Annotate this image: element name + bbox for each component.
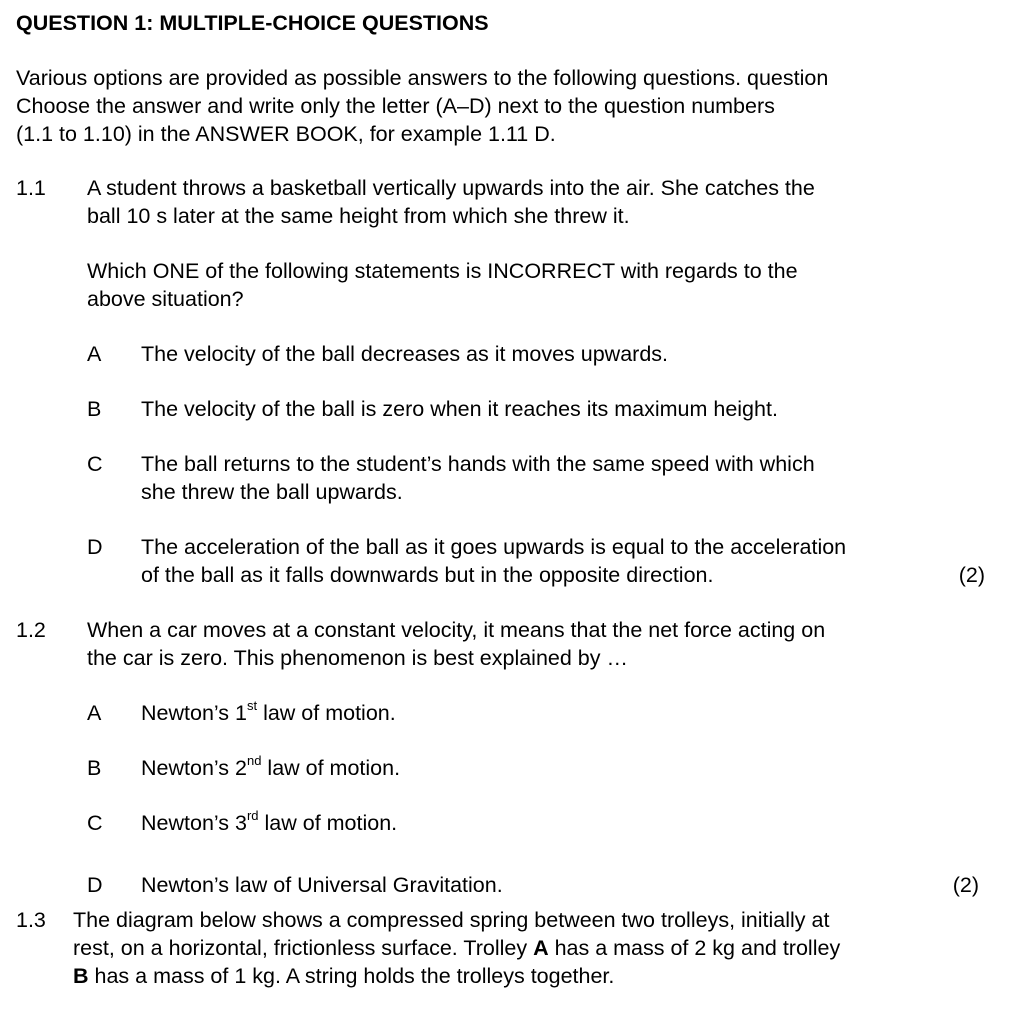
option-letter: A (87, 701, 102, 725)
option-text (141, 340, 941, 368)
instructions-line: (1.1 to 1.10) in the ANSWER BOOK, for example 1.11 D. (16, 122, 556, 146)
option-letter: D (87, 535, 103, 559)
option-line: The ball returns to the student’s hands with the same speed with which (141, 452, 815, 476)
stem-line (73, 934, 973, 962)
marks-allocation: (2) (952, 873, 979, 897)
stem-text: rest, on a horizontal, frictionless surface. Trolley (73, 936, 534, 960)
option-pre: Newton’s 2 (141, 756, 247, 780)
option-line: The velocity of the ball decreases as it moves upwards. (141, 342, 669, 366)
question-number: 1.3 (16, 908, 46, 932)
stem-line: the car is zero. This phenomenon is best explained by … (87, 646, 628, 670)
stem-line: A student throws a basketball vertically upwards into the air. She catches the (87, 176, 815, 200)
instructions-line: Various options are provided as possible answers to the following questions. question (16, 66, 829, 90)
option-letter: A (87, 342, 102, 366)
ordinal-suffix: rd (246, 807, 259, 823)
stem-line: When a car moves at a constant velocity, it means that the net force acting on (87, 618, 826, 642)
option-text (141, 533, 941, 589)
instructions (16, 64, 976, 148)
section-heading: QUESTION 1: MULTIPLE-CHOICE QUESTIONS (16, 11, 489, 35)
option-text (141, 450, 941, 506)
option-letter: B (87, 397, 102, 421)
question-number: 1.1 (16, 176, 46, 200)
prompt-line: above situation? (87, 287, 244, 311)
trolley-label-b: B (73, 964, 89, 988)
question-stem (87, 616, 947, 672)
option-text (141, 754, 941, 782)
option-text (141, 871, 941, 899)
ordinal-suffix: st (246, 697, 258, 713)
option-line: The acceleration of the ball as it goes upwards is equal to the acceleration (141, 535, 847, 559)
option-line: of the ball as it falls downwards but in the opposite direction. (141, 563, 714, 587)
option-text (141, 809, 941, 837)
instructions-line: Choose the answer and write only the letter (A–D) next to the question numbers (16, 94, 775, 118)
option-letter: D (87, 873, 103, 897)
option-text (141, 699, 941, 727)
option-post: law of motion. (261, 756, 401, 780)
option-post: law of motion. (257, 701, 396, 725)
option-letter: C (87, 452, 103, 476)
question-prompt (87, 257, 947, 313)
stem-line: ball 10 s later at the same height from which she threw it. (87, 204, 630, 228)
question-stem (73, 906, 973, 990)
question-stem (87, 174, 947, 230)
question-number: 1.2 (16, 618, 46, 642)
option-pre: Newton’s 1 (141, 701, 247, 725)
trolley-label-a: A (533, 936, 549, 960)
option-letter: B (87, 756, 102, 780)
option-line: The velocity of the ball is zero when it reaches its maximum height. (141, 397, 778, 421)
stem-text: has a mass of 2 kg and trolley (548, 936, 841, 960)
stem-line: The diagram below shows a compressed spring between two trolleys, initially at (73, 908, 830, 932)
option-pre: Newton’s law of Universal Gravitation. (141, 873, 503, 897)
prompt-line: Which ONE of the following statements is INCORRECT with regards to the (87, 259, 798, 283)
ordinal-suffix: nd (246, 752, 262, 768)
option-pre: Newton’s 3 (141, 811, 247, 835)
option-line: she threw the ball upwards. (141, 480, 403, 504)
option-text (141, 395, 941, 423)
option-post: law of motion. (258, 811, 398, 835)
marks-allocation: (2) (958, 563, 985, 587)
stem-text: has a mass of 1 kg. A string holds the trolleys together. (88, 964, 615, 988)
stem-line (73, 962, 973, 990)
option-letter: C (87, 811, 103, 835)
